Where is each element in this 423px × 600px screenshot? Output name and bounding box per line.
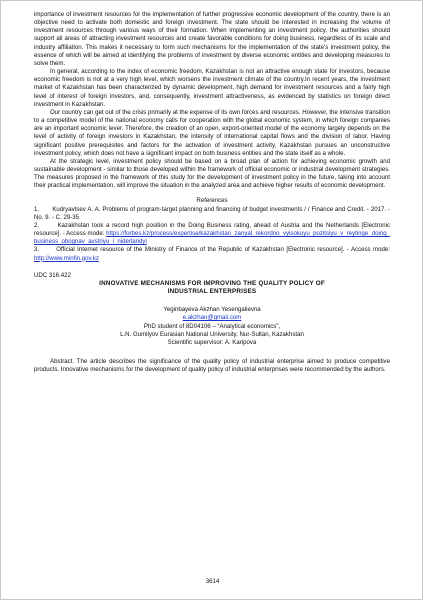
author-student: PhD student of 8D04106 – “Analytical economics”, <box>143 322 281 330</box>
abstract: Abstract. The article describes the significance of the quality policy of industrial enterprise aimed to produce competitive products. Innovative mechanisms for the development of quality policy of industrial enterprises were recommended by the authors. <box>34 358 390 374</box>
author-university: L.N. Gumilyov Eurasian National University, Nur-Sultan, Kazakhstan <box>120 330 304 338</box>
reference-number: 1. <box>34 205 40 213</box>
reference-item-2 <box>34 222 390 246</box>
article-title <box>34 280 390 296</box>
reference-number: 2. <box>34 221 40 229</box>
reference-link[interactable]: https://forbes.kz/process/expertise/kazakhstan_zanyal_rekordno_vyisokuyu_pozitsiyu_v_reytinge_doing_business_obognav_avstriyu_i_niderlandyi <box>34 230 390 246</box>
references-title: References <box>196 197 228 205</box>
page-number: 3614 <box>205 578 220 585</box>
reference-text: Kazakhstan took a record high position in the Doing Business rating, ahead of Austria and the Netherlands [Electronic resource]. - Access mode: <box>34 221 390 238</box>
paragraph-4: At the strategic level, investment policy should be based on a broad plan of action for achieving economic growth and sustainable development - similar to those developed within the framework of official economic or industrial development strategies. The measures proposed in the framework of this study for the development of investment policy in the future, taking into account their practical implementation, will improve the situation in the analyzed area and achieve higher results of economic development. <box>34 157 390 190</box>
author-email[interactable]: e.akzhan@gmail.com <box>182 314 242 322</box>
author-supervisor: Scientific supervisor: A. Karipova <box>167 338 257 346</box>
reference-number: 3. <box>34 246 40 254</box>
reference-text: Kudryavtsev A. A. Problems of program-target planning and financing of budget investments / / Finance and Credit. - 2017. - No. 9. - C. 29-35 <box>34 205 390 221</box>
reference-item-3 <box>34 246 390 262</box>
author-name: Yeginbayeva Akzhan Yesengalievna <box>163 306 261 314</box>
page-content <box>34 11 390 374</box>
author-block <box>34 306 390 347</box>
reference-text: Official Internet resource of the Ministry of Finance of the Republic of Kazakhstan [Electronic resource]. - Access mode: <box>56 246 390 254</box>
paragraph-1: importance of investment resources for the implementation of further progressive economic development of the country, there is an objective need to activate both domestic and foreign investment. The state should be interested in increasing the volume of investment resources through various ways of their formation. When implementing an investment policy, the authorities should support all areas of attracting investment resources and create favorable conditions for doing business, regardless of its scale and industry affiliation. This makes it necessary to form such mechanisms for the implementation of the state's investment policy, the essence of which will be aimed at identifying the problems of investment by diverse economic entities and developing measures to solve them. <box>34 11 390 67</box>
article-title-line-1: INNOVATIVE MECHANISMS FOR IMPROVING THE QUALITY POLICY OF <box>99 279 325 287</box>
reference-item-1 <box>34 206 390 222</box>
paragraph-2: In general, according to the index of economic freedom, Kazakhstan is not an attractive enough state for investors, because economic freedom is not at a very high level, which worsens the investment climate of the country.In recent years, the investment market of Kazakhstan has been characterized by dynamic development, high demand for investment resources and a fairly high level of interest of foreign investors, and, consequently, investment attractiveness, as evidenced by statistics on foreign direct investment in Kazakhstan. <box>34 68 390 108</box>
paragraph-3: Our country can get out of the crisis primarily at the expense of its own forces and resources. However, the intensive transition to a competitive model of the national economy calls for cooperation with the global economic system, in which foreign companies are an important economic lever. Therefore, the creation of an open, export-oriented model of the economy largely depends on the level of activity of foreign investors in Kazakhstan, the intensity of international capital flows and the division of labor. Having significant positive prerequisites and factors for the activation of investment activity, Kazakhstan pursues an unconstructive investment policy, which does not have a significant impact on both business entities and the state itself as a whole. <box>34 108 390 157</box>
reference-link[interactable]: http://www.minfin.gov.kz <box>34 254 99 262</box>
udc-code: UDC 316.422 <box>34 271 71 279</box>
article-title-line-2: INDUSTRIAL ENTERPRISES <box>167 288 257 296</box>
